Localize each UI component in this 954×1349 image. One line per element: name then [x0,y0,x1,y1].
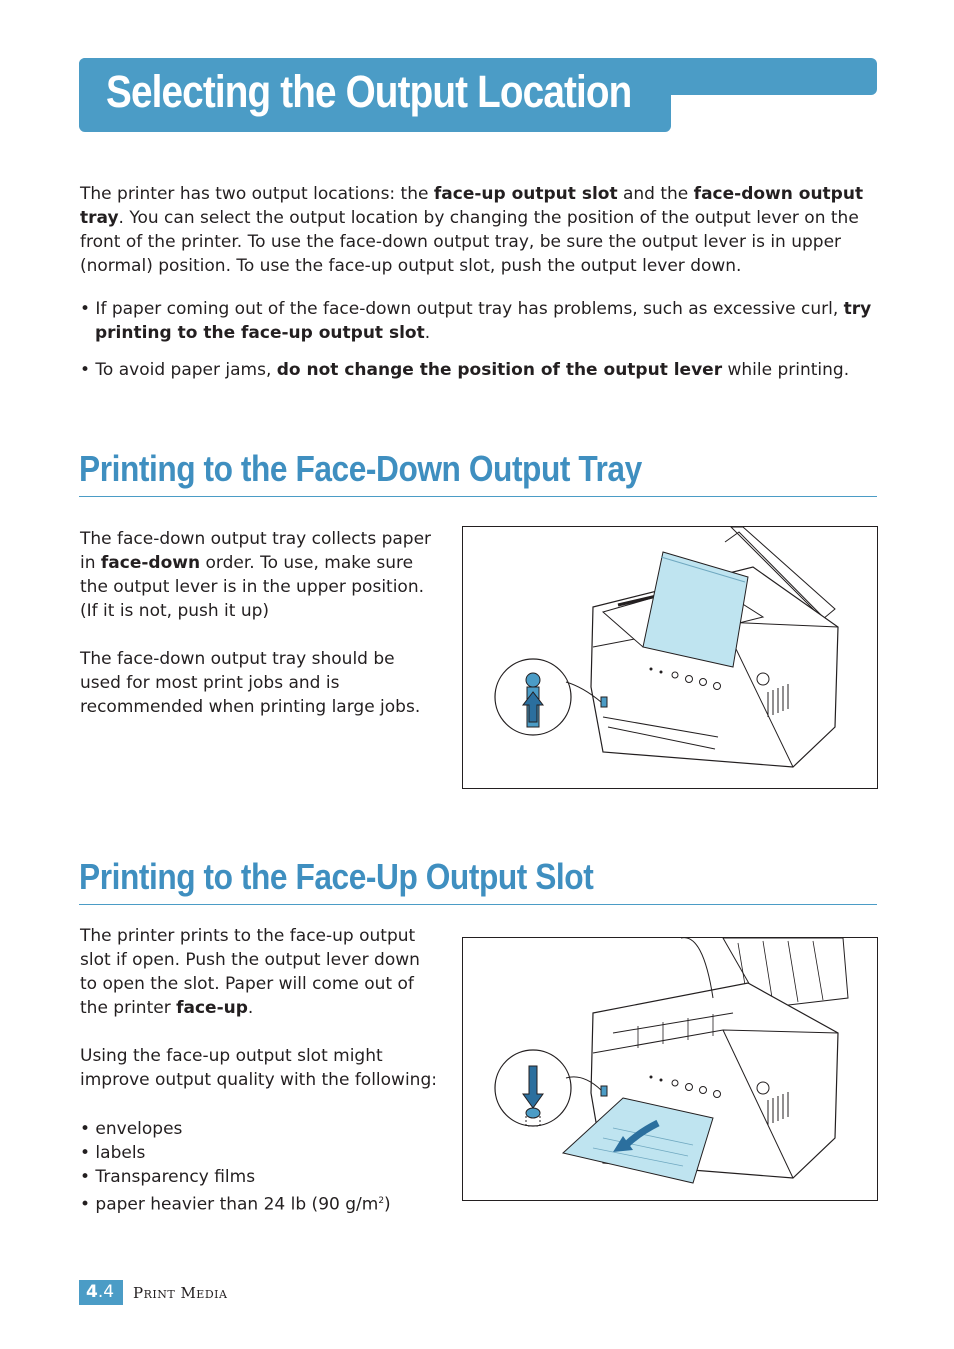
bullet-curl-text: • If paper coming out of the face-down output tray has problems, such as excessive curl, [80,299,844,319]
page-number-chapter: 4 [86,1282,98,1302]
figure-face-up-printer [462,937,878,1201]
face-down-p1-bold: face-down [100,553,201,573]
media-list-item: • labels [80,1143,146,1163]
bullet-jams-bold: do not change the position of the output lever [276,360,723,380]
media-list-item-heavy-paper [80,1189,440,1217]
heavy-paper-close: ) [384,1194,391,1215]
printer-face-down-illustration [463,527,877,788]
face-up-p1-bold: face-up [176,998,248,1018]
bullet-jams-text: • To avoid paper jams, [80,360,277,380]
intro-text-3: . You can select the output location by changing the position of the output lever on the front of the printer. To use the face-down output tray, be sure the output lever is in upper (normal) position. To use the face-up output slot, push the output lever down. [80,208,859,276]
media-list-item: • envelopes [80,1119,183,1139]
bullet-jams-end: while printing. [722,360,850,380]
media-list-item: • Transparency films [80,1167,256,1187]
intro-paragraph [80,182,880,278]
bullet-curl-end: . [424,323,431,343]
intro-bold-2: face-down output tray [80,184,864,228]
page-number-page: .4 [97,1282,115,1302]
face-up-p1-end: . [247,998,254,1018]
bullet-jams [80,358,895,382]
section-heading-face-down [79,448,877,497]
face-down-heading-text: Printing to the Face-Down Output Tray [79,448,642,489]
section-heading-face-up [79,856,877,905]
page-title: Selecting the Output Location [106,66,632,117]
face-down-p1-end: order. To use, make sure the output lever is in the upper position. (If it is not, push it up) [80,553,425,621]
title-banner [79,58,877,132]
bullet-curl [80,297,895,345]
printer-face-up-illustration [463,938,877,1200]
face-down-p1-text: The face-down output tray collects paper in [80,529,432,573]
bullet-curl-bold: try printing to the face-up output slot [95,299,872,343]
superscript-2: 2 [378,1196,385,1206]
heavy-paper-text: • paper heavier than 24 lb (90 g/m [80,1194,379,1215]
figure-face-down-printer [462,526,878,789]
face-up-heading-text: Printing to the Face-Up Output Slot [79,856,594,897]
intro-text-2: and the [617,184,694,204]
footer-section-label: Print Media [133,1284,228,1302]
intro-text-1: The printer has two output locations: the [80,184,434,204]
face-up-paragraph-2: Using the face-up output slot might improve output quality with the following: [80,1046,437,1090]
face-up-paragraph-1 [80,924,440,1020]
page-number [86,1282,114,1302]
intro-bold-1: face-up output slot [433,184,618,204]
face-down-paragraph-2: The face-down output tray should be used for most print jobs and is recommended when printing large jobs. [80,649,421,717]
face-up-p1-text: The printer prints to the face-up output slot if open. Push the output lever down to open the slot. Paper will come out of the printer [80,926,420,1018]
face-down-paragraph-1 [80,527,440,623]
